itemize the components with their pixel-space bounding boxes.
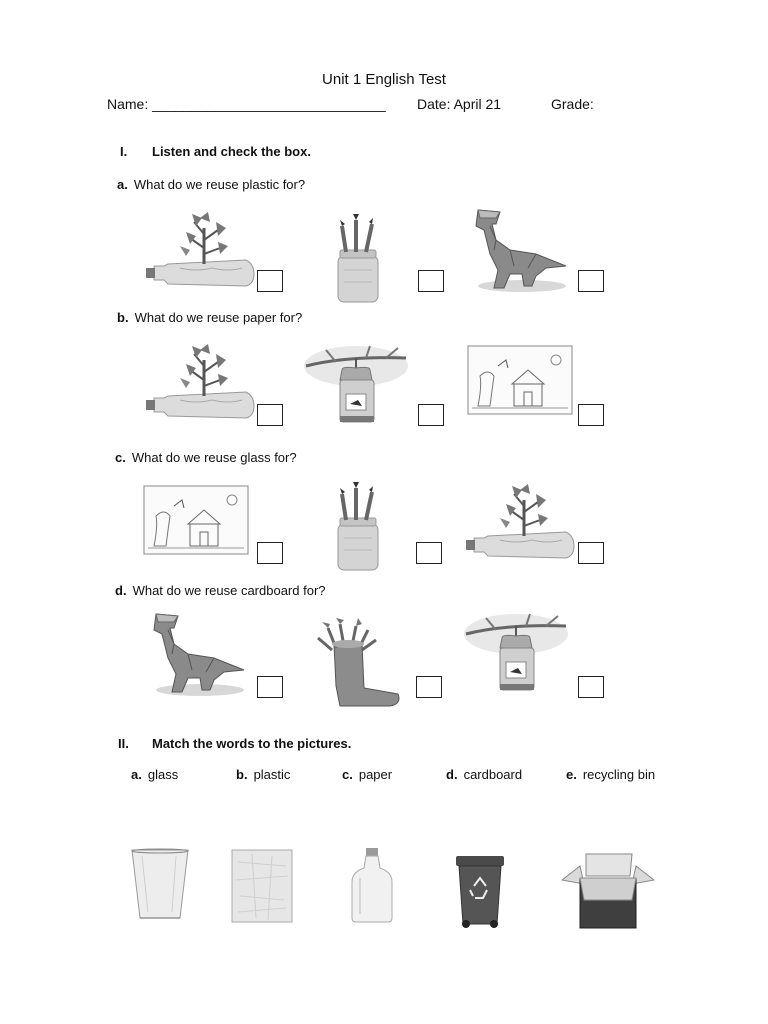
question-c-text: What do we reuse glass for? (131, 450, 297, 465)
checkbox-a-2[interactable] (418, 270, 444, 292)
checkbox-c-1[interactable] (257, 542, 283, 564)
cardboard-dinosaur-image (144, 614, 250, 700)
section-1-title: Listen and check the box. (152, 144, 311, 159)
question-c-letter: c. (115, 450, 126, 465)
bird-feeder-image (306, 346, 410, 426)
word-e (566, 767, 655, 782)
checkbox-b-2[interactable] (418, 404, 444, 426)
cardboard-box-image (562, 854, 656, 930)
word-d-text: cardboard (463, 767, 523, 782)
word-a-text: glass (147, 767, 179, 782)
question-b-text: What do we reuse paper for? (134, 310, 303, 325)
house-drawing-image (144, 486, 250, 556)
question-a (117, 177, 305, 192)
checkbox-c-2[interactable] (416, 542, 442, 564)
word-c (342, 767, 392, 782)
checkbox-b-3[interactable] (578, 404, 604, 426)
question-c (115, 450, 297, 465)
checkbox-b-1[interactable] (257, 404, 283, 426)
question-b (117, 310, 302, 325)
glass-bottle-image (352, 848, 394, 924)
brush-jar-image (332, 482, 384, 564)
word-c-letter: c. (342, 767, 353, 782)
word-b-letter: b. (236, 767, 248, 782)
page-title: Unit 1 English Test (322, 71, 446, 88)
word-e-text: recycling bin (582, 767, 656, 782)
bottle-planter-image (146, 208, 258, 292)
word-a-letter: a. (131, 767, 142, 782)
section-2-number: II. (118, 736, 129, 751)
checkbox-a-3[interactable] (578, 270, 604, 292)
checkbox-a-1[interactable] (257, 270, 283, 292)
section-1-number: I. (120, 144, 128, 159)
boot-planter-image (306, 618, 406, 704)
bird-feeder-image (466, 614, 570, 696)
checkbox-d-3[interactable] (578, 676, 604, 698)
question-d-text: What do we reuse cardboard for? (132, 583, 326, 598)
word-a (131, 767, 178, 782)
house-drawing-image (468, 346, 574, 416)
word-d-letter: d. (446, 767, 458, 782)
checkbox-c-3[interactable] (578, 542, 604, 564)
cardboard-dinosaur-image (466, 210, 572, 296)
name-field[interactable]: Name: ______________________________ (107, 96, 386, 112)
word-d (446, 767, 522, 782)
question-a-letter: a. (117, 177, 128, 192)
recycling-bin-image (456, 852, 506, 930)
date-label: Date: April 21 (417, 96, 502, 112)
word-e-letter: e. (566, 767, 577, 782)
word-c-text: paper (358, 767, 393, 782)
question-d (115, 583, 326, 598)
bottle-planter-image (466, 480, 578, 564)
brush-jar-image (332, 214, 384, 296)
question-b-letter: b. (117, 310, 129, 325)
paper-sheet-image (232, 850, 294, 924)
grade-field[interactable]: Grade: (551, 96, 594, 112)
checkbox-d-1[interactable] (257, 676, 283, 698)
question-a-text: What do we reuse plastic for? (133, 177, 306, 192)
word-b-text: plastic (253, 767, 291, 782)
checkbox-d-2[interactable] (416, 676, 442, 698)
word-b (236, 767, 290, 782)
section-2-title: Match the words to the pictures. (152, 736, 352, 751)
plastic-cup-image (130, 850, 190, 922)
question-d-letter: d. (115, 583, 127, 598)
bottle-planter-image (146, 340, 258, 424)
